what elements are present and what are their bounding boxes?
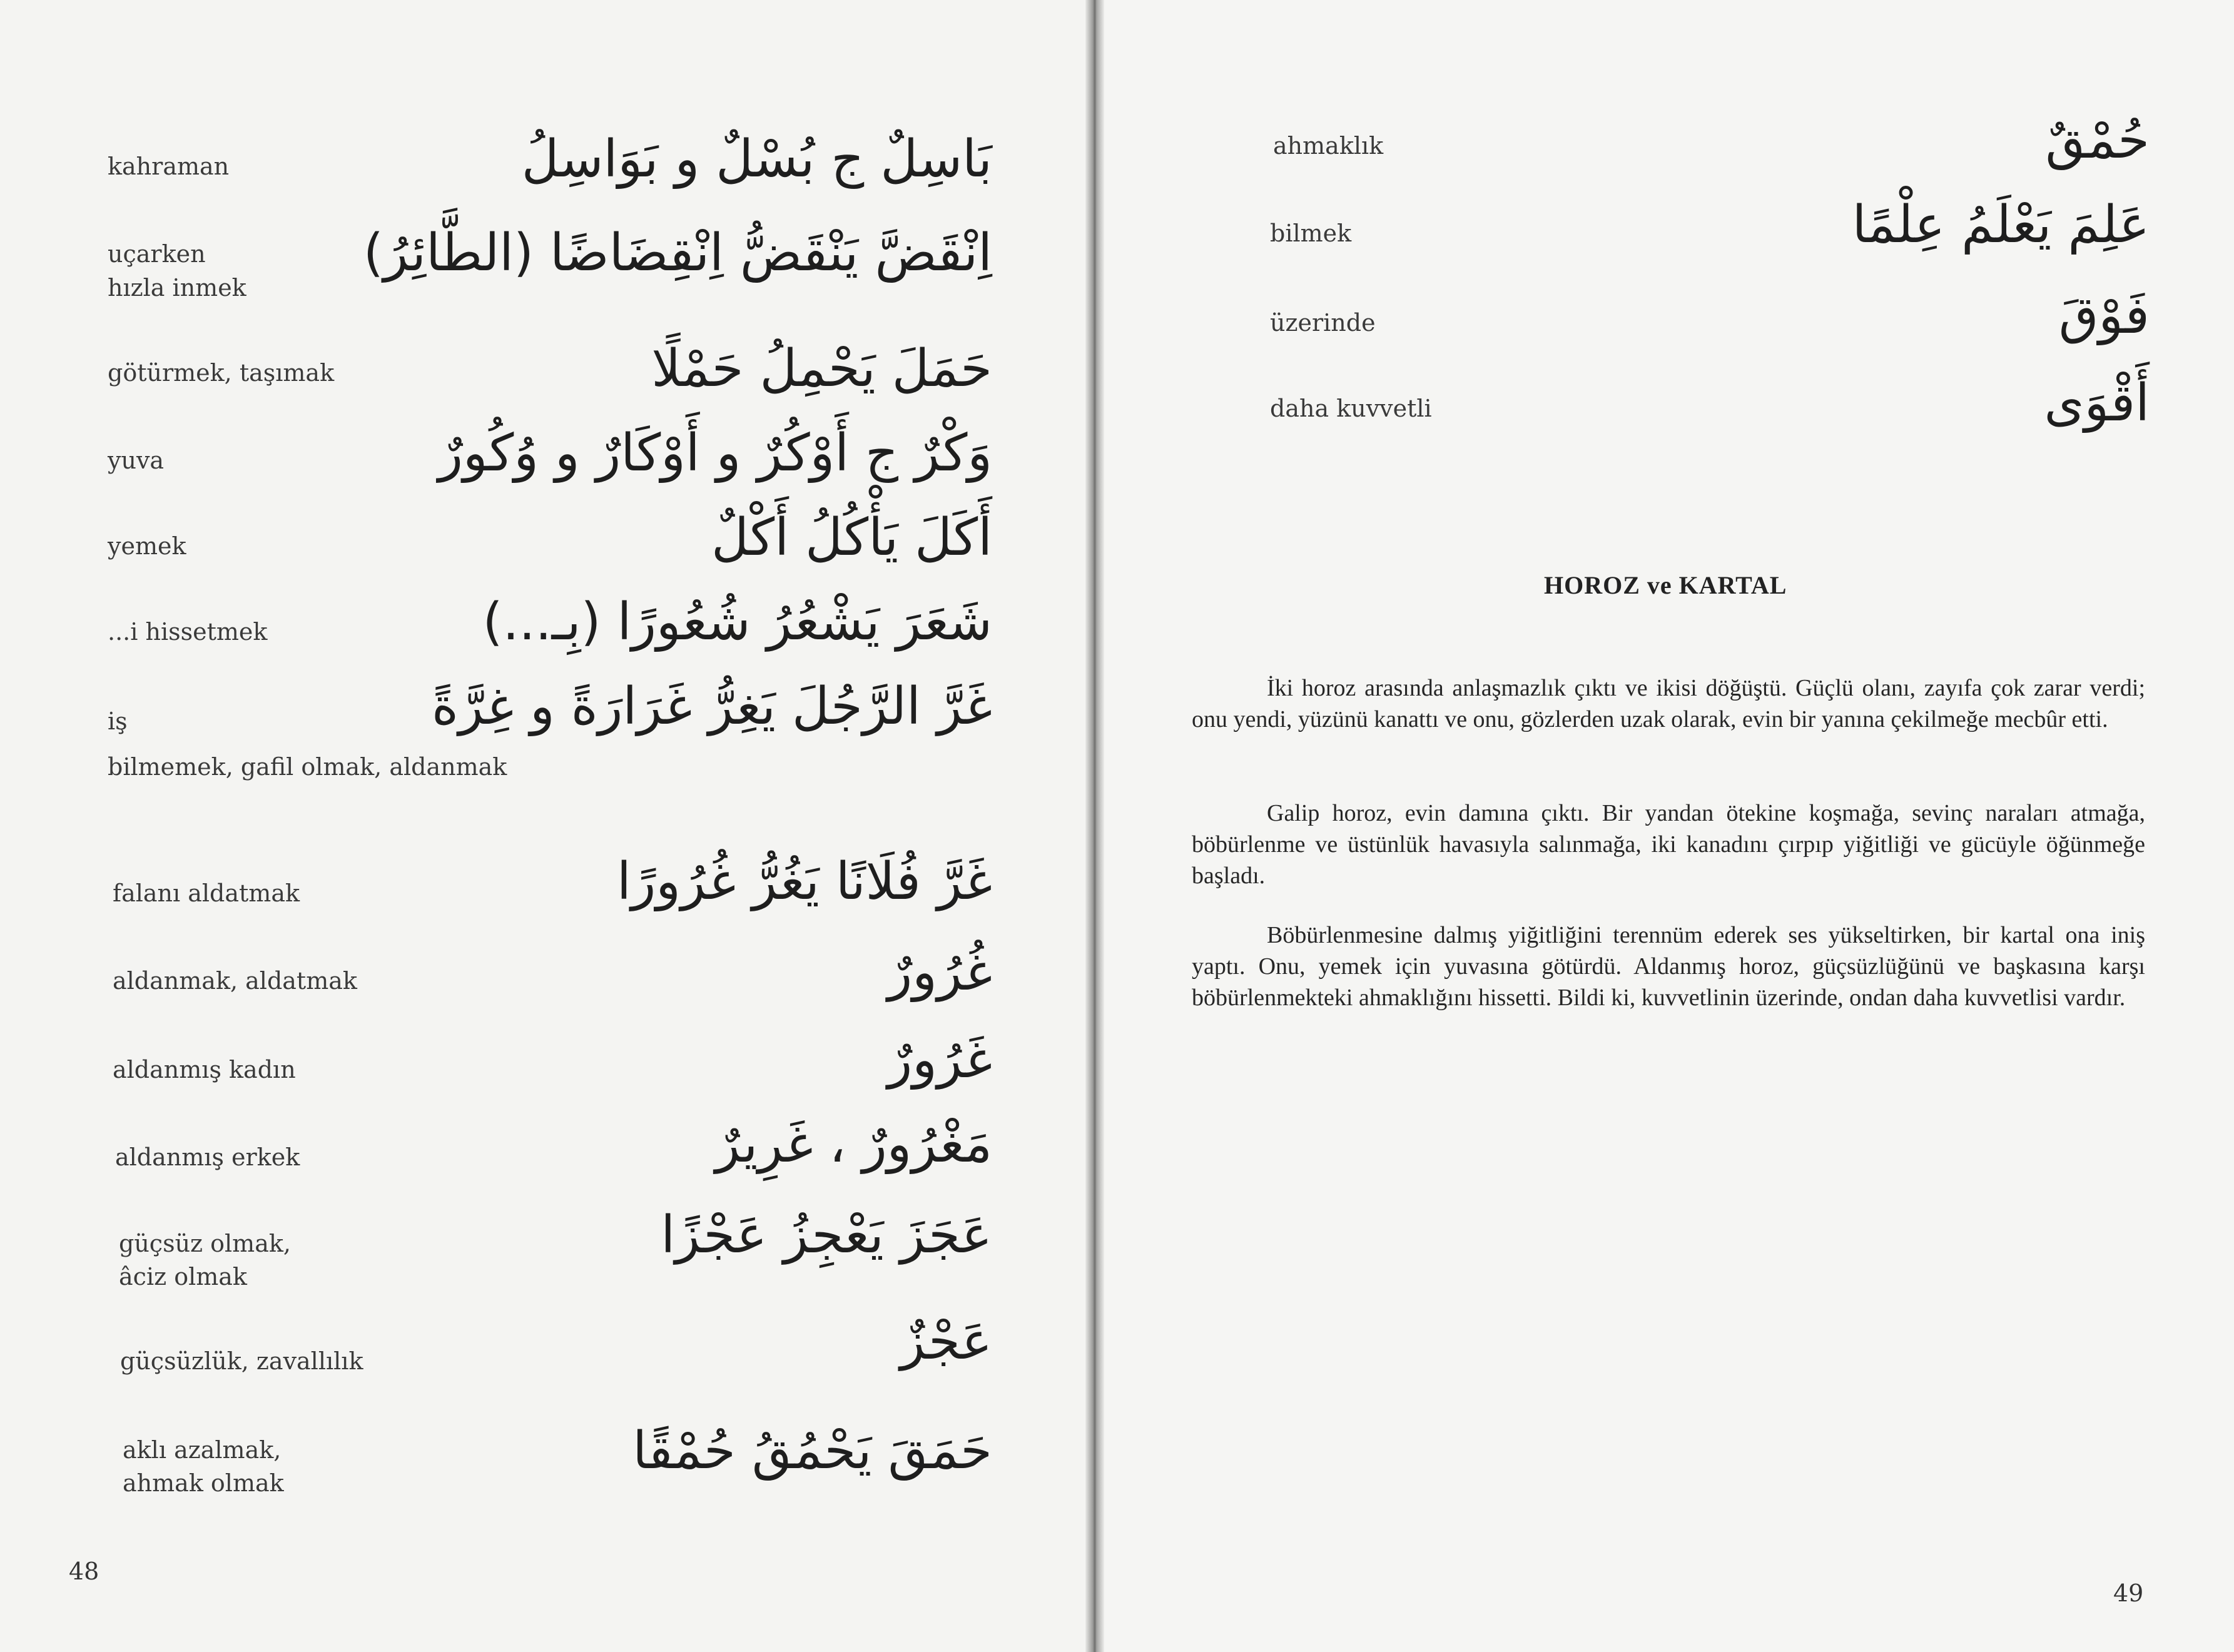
vocab-turkish: âciz olmak	[119, 1263, 247, 1290]
vocab-turkish: üzerinde	[1270, 309, 1376, 337]
page-number-left: 48	[69, 1558, 99, 1585]
vocab-arabic: مَغْرُورٌ ، غَرِيرٌ	[715, 1115, 992, 1174]
vocab-turkish: iş	[108, 707, 128, 735]
vocab-arabic: غَرُورٌ	[887, 1030, 992, 1090]
vocab-turkish: hızla inmek	[108, 274, 246, 302]
vocab-arabic: حُمْقٌ	[2045, 111, 2150, 170]
vocab-arabic: اِنْقَضَّ يَنْقَضُّ اِنْقِضَاضًا (الطَّائِرُ)	[363, 223, 992, 283]
vocab-arabic: أَكَلَ يَأْكُلُ أَكْلٌ	[711, 508, 992, 567]
vocab-turkish: bilmek	[1270, 220, 1352, 247]
story-paragraph: İki horoz arasında anlaşmazlık çıktı ve ikisi döğüştü. Güçlü olanı, zayıfa çok zarar verdi; onu yendi, yüzünü kanattı ve onu, gözlerden uzak olarak, evin bir yanına çekilmeğe mecbûr etti.	[1192, 675, 2145, 732]
vocab-turkish: aldanmış kadın	[113, 1056, 296, 1083]
vocab-turkish: güçsüz olmak,	[119, 1230, 291, 1257]
vocab-turkish: ...i hissetmek	[108, 618, 268, 646]
vocab-turkish: uçarken	[108, 240, 206, 268]
vocab-arabic: غَرَّ الرَّجُلَ يَغِرُّ غَرَارَةً و غِرَّةً	[431, 677, 992, 736]
story-paragraph: Böbürlenmesine dalmış yiğitliğini terennüm ederek ses yükseltirken, bir kartal ona iniş yaptı. Onu, yemek için yuvasına götürdü. Aldanmış horoz, güçsüzlüğünü ve başkasına karşı böbürlenmekteki ahmaklığını hissetti. Bildi ki, kuvvetlinin üzerinde, ondan daha kuvvetlisi vardır.	[1192, 922, 2145, 1011]
vocab-arabic: حَمَقَ يَحْمُقُ حُمْقًا	[632, 1421, 992, 1481]
story-paragraph: Galip horoz, evin damına çıktı. Bir yandan ötekine koşmağa, sevinç naraları atmağa, böbürlenme ve üstünlük havasıyla salınmağa, iki kanadını çırpıp yiğitliği ve gücüyle öğünmeğe başladı.	[1192, 800, 2145, 889]
vocab-turkish: aldanmış erkek	[115, 1143, 300, 1171]
story-title: HOROZ ve KARTAL	[1544, 571, 1787, 599]
vocab-turkish: aklı azalmak,	[123, 1436, 282, 1464]
vocab-arabic: غُرُورٌ	[887, 943, 992, 1002]
vocab-turkish: yuva	[108, 447, 165, 474]
vocab-turkish: ahmak olmak	[123, 1469, 284, 1497]
vocab-turkish: yemek	[108, 532, 186, 560]
vocab-arabic: عَجَزَ يَعْجِزُ عَجْزًا	[661, 1205, 992, 1265]
vocab-arabic: شَعَرَ يَشْعُرُ شُعُورًا (بِـ...)	[482, 592, 992, 652]
vocab-turkish: kahraman	[108, 153, 230, 180]
vocab-turkish: ahmaklık	[1273, 132, 1384, 160]
vocab-turkish: aldanmak, aldatmak	[113, 967, 357, 995]
vocab-turkish: falanı aldatmak	[113, 879, 300, 907]
vocab-arabic: بَاسِلٌ ج بُسْلٌ و بَوَاسِلُ	[521, 129, 992, 189]
vocab-arabic: غَرَّ فُلَانًا يَغُرُّ غُرُورًا	[617, 852, 992, 911]
vocab-arabic: حَمَلَ يَحْمِلُ حَمْلًا	[651, 339, 992, 398]
vocab-arabic: عَجْزٌ	[900, 1312, 992, 1371]
vocab-turkish: götürmek, taşımak	[108, 359, 335, 387]
vocab-turkish: daha kuvvetli	[1270, 395, 1432, 422]
book-gutter	[1085, 0, 1104, 1652]
vocab-turkish: güçsüzlük, zavallılık	[120, 1347, 363, 1375]
vocab-arabic: أَقْوَى	[2044, 373, 2150, 433]
page-number-right: 49	[2113, 1579, 2144, 1607]
vocab-arabic: عَلِمَ يَعْلَمُ عِلْمًا	[1852, 195, 2150, 255]
vocab-arabic: فَوْقَ	[2058, 286, 2150, 345]
vocab-arabic: وَكْرٌ ج أَوْكُرٌ و أَوْكَارٌ و وُكُورٌ	[438, 423, 992, 483]
vocab-turkish: bilmemek, gafil olmak, aldanmak	[108, 753, 507, 781]
